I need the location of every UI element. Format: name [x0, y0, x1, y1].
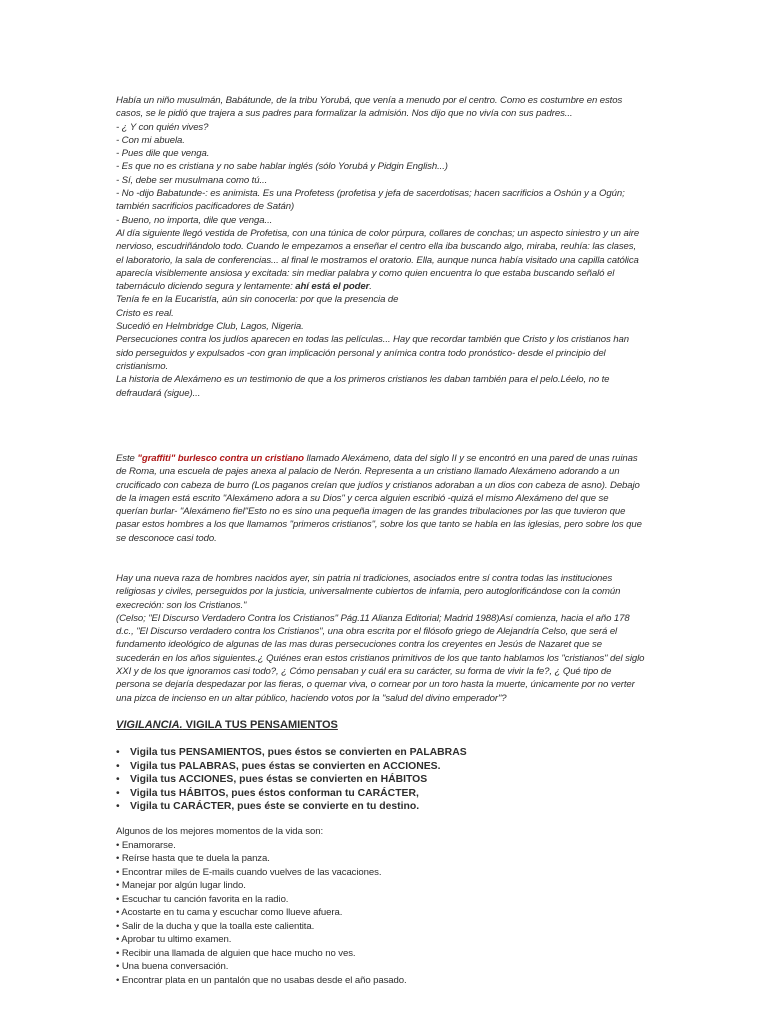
paragraph-line: persona se dejaría despedazar por las fieras, o quemar viva, o cornear por un toro hasta la muerte, únicamente por no verter	[116, 679, 635, 691]
paragraph-line: aparecía visiblemente ansiosa y excitada: sin mediar palabra y como quien encuentra lo que estaba buscando señaló el	[116, 267, 615, 279]
list-intro: Algunos de los mejores momentos de la vida son:	[116, 826, 324, 837]
list-item	[116, 787, 467, 801]
list-item: • Manejar por algún lugar lindo.	[116, 880, 246, 891]
vigila-list	[116, 746, 467, 814]
paragraph-line: de Roma, una escuela de pajes anexa al palacio de Nerón. Representa a un cristiano llamado Alexámeno adorando a un	[116, 466, 620, 478]
vigilancia-heading	[116, 719, 338, 731]
item-text: Vigila tus HÁBITOS, pues éstos conforman tu CARÁCTER,	[130, 787, 419, 799]
bullet-icon: •	[116, 787, 120, 799]
paragraph-line: querían burlar- "Alexámeno fiel"Esto no es sino una pequeña imagen de las grandes tribulaciones por las que tuvieron que	[116, 506, 626, 518]
line-text: tabernáculo diciendo segura y lentamente:	[116, 281, 296, 293]
list-item: • Enamorarse.	[116, 839, 176, 851]
list-item: • Una buena conversación.	[116, 961, 229, 972]
dialogue-line: - Bueno, no importa, dile que venga...	[116, 214, 273, 226]
list-item	[116, 760, 467, 774]
paragraph-line: La historia de Alexámeno es un testimonio de que a los primeros cristianos les daban también para el pelo.Léelo, no te	[116, 374, 610, 386]
paragraph-line: crucificado con cabeza de burro (Los paganos creían que judíos y cristianos adoraban a un dios con cabeza de asno). Debajo	[116, 479, 640, 491]
list-item: • Recibir una llamada de alguien que hace mucho no ves.	[116, 947, 356, 959]
emphasis-text: ahí está el poder	[295, 281, 370, 293]
heading-lead: VIGILANCIA.	[116, 719, 183, 731]
paragraph-line: Hay una nueva raza de hombres nacidos ayer, sin patria ni tradiciones, asociados entre sí contra todas las instituciones	[116, 573, 613, 584]
item-text: Vigila tus PALABRAS, pues éstas se convierten en ACCIONES.	[130, 760, 441, 772]
paragraph-line: fundamento ideológico de algunas de las mas duras persecuciones contra los creyentes en Jesús de Nazaret que se	[116, 639, 602, 651]
babatunde-story	[116, 94, 639, 400]
paragraph-line: Había un niño musulmán, Babátunde, de la tribu Yorubá, que venía a menudo por el centro. Como es costumbre en estos	[116, 95, 623, 106]
paragraph-line: defraudará (sigue)...	[116, 387, 201, 399]
item-text: Vigila tus PENSAMIENTOS, pues éstos se convierten en PALABRAS	[130, 747, 467, 758]
paragraph-line: Persecuciones contra los judíos aparecen en todas las películas... Hay que recordar también que Cristo y los cristianos han	[116, 334, 629, 346]
paragraph-line: execreción: son los Cristianos."	[116, 599, 247, 611]
list-item: • Encontrar miles de E-mails cuando vuelves de las vacaciones.	[116, 866, 382, 878]
list-item	[116, 773, 467, 787]
paragraph-line: Tenía fe en la Eucaristía, aún sin conocerla: por que la presencia de	[116, 294, 399, 306]
dialogue-line: - Sí, debe ser musulmana como tú...	[116, 174, 268, 186]
dialogue-line: - Pues dile que venga.	[116, 148, 210, 160]
dialogue-line: - Con mi abuela.	[116, 134, 185, 146]
paragraph-line: religiosas y civiles, perseguidos por la justicia, universalmente cubiertos de infamia, pero autoglorificándose con la común	[116, 586, 621, 598]
line-text: llamado Alexámeno, data del siglo II y se encontró en una pared de unas ruinas	[303, 453, 638, 464]
list-item: • Encontrar plata en un pantalón que no usabas desde el año pasado.	[116, 974, 407, 986]
graffiti-link[interactable]: "graffiti" burlesco contra un cristiano	[137, 453, 304, 464]
item-text: Vigila tu CARÁCTER, pues éste se convierte en tu destino.	[130, 801, 420, 813]
paragraph-line: se desconoce casi todo.	[116, 532, 217, 544]
list-item	[116, 800, 467, 814]
paragraph-line: cristianismo.	[116, 360, 169, 372]
celso-paragraph	[116, 572, 644, 705]
paragraph-line: XXI y de los que ignoramos casi todo?, ¿ Cómo pensaban y cuál era su carácter, su forma de vivir la fe?, ¿ Qué tipo de	[116, 666, 612, 678]
paragraph-line: sido perseguidos y expulsados -con gran implicación personal y anímica contra todo pronóstico- desde el principio del	[116, 347, 606, 359]
list-item: • Reírse hasta que te duela la panza.	[116, 853, 270, 864]
paragraph-line: Cristo es real.	[116, 307, 174, 319]
paragraph-line: (Celso; "El Discurso Verdadero Contra los Cristianos" Pág.11 Alianza Editorial; Madrid 1988)Así comienza, hacia el año 178	[116, 612, 630, 624]
dialogue-line: también sacrificios pacificadores de Satán)	[116, 201, 295, 213]
paragraph-line: casos, se le pidió que trajera a sus padres para formalizar la admisión. Nos dijo que no vivía con sus padres...	[116, 108, 573, 120]
paragraph-line: una pizca de incienso en un altar público, haciendo votos por la "salud del divino emperador"?	[116, 692, 507, 704]
line-text: .	[369, 281, 372, 293]
list-item	[116, 746, 467, 760]
paragraph-line: Al día siguiente llegó vestida de Profetisa, con una túnica de color púrpura, collares de conchas; un aspecto siniestro y un aire	[116, 227, 640, 239]
dialogue-line: - ¿ Y con quién vives?	[116, 121, 209, 133]
list-item: • Aprobar tu ultimo examen.	[116, 934, 232, 945]
list-item: • Acostarte en tu cama y escuchar como llueve afuera.	[116, 907, 343, 918]
bullet-icon: •	[116, 774, 120, 786]
line-text: Este	[116, 453, 138, 464]
heading-rest: VIGILA TUS PENSAMIENTOS	[182, 719, 338, 731]
bullet-icon: •	[116, 747, 120, 758]
paragraph-line	[116, 452, 642, 465]
paragraph-line: d.c., "El Discurso verdadero contra los Cristianos", una obra escrita por el filósofo griego de Alejandría Celso, que será el	[116, 626, 618, 638]
bullet-icon: •	[116, 801, 120, 813]
dialogue-line: - Es que no es cristiana y no sabe hablar inglés (sólo Yorubá y Pidgin English...)	[116, 161, 448, 173]
graffiti-paragraph	[116, 452, 642, 545]
paragraph-line: pasar estos hombres a los que llamamos "primeros cristianos", sobre los que tanto se habla en las iglesias, pero sobre los que	[116, 519, 642, 531]
dialogue-line: - No -dijo Babatunde-: es animista. Es una Profetess (profetisa y jefa de sacerdotisas; hacen sacrificios a Oshún y a Ogún;	[116, 188, 625, 200]
paragraph-line: sucederán en los años siguientes.¿ Quiénes eran estos cristianos primitivos de los que tanto hablamos los "cristianos" del siglo	[116, 652, 645, 664]
paragraph-line: de la imagen está escrito "Alexámeno adora a su Dios" y cerca alguien escribió -quizá el mismo Alexámeno del que se	[116, 492, 609, 504]
item-text: Vigila tus ACCIONES, pues éstas se convierten en HÁBITOS	[130, 774, 428, 786]
paragraph-line: Sucedió en Helmbridge Club, Lagos, Nigeria.	[116, 321, 304, 333]
paragraph-line: nervioso, escudriñándolo todo. Cuando le empezamos a enseñar el centro ella iba buscando algo, miraba, reuhía: las clases,	[116, 241, 637, 253]
bullet-icon: •	[116, 760, 120, 772]
paragraph-line: el laboratorio, la sala de conferencias... al final le mostramos el oratorio. Ella, aunque nunca había visitado una capilla católica	[116, 254, 639, 266]
momentos-list	[116, 825, 407, 987]
paragraph-line	[116, 280, 639, 293]
list-item: • Escuchar tu canción favorita en la radio.	[116, 893, 289, 905]
list-item: • Salir de la ducha y que la toalla este calientita.	[116, 920, 315, 932]
